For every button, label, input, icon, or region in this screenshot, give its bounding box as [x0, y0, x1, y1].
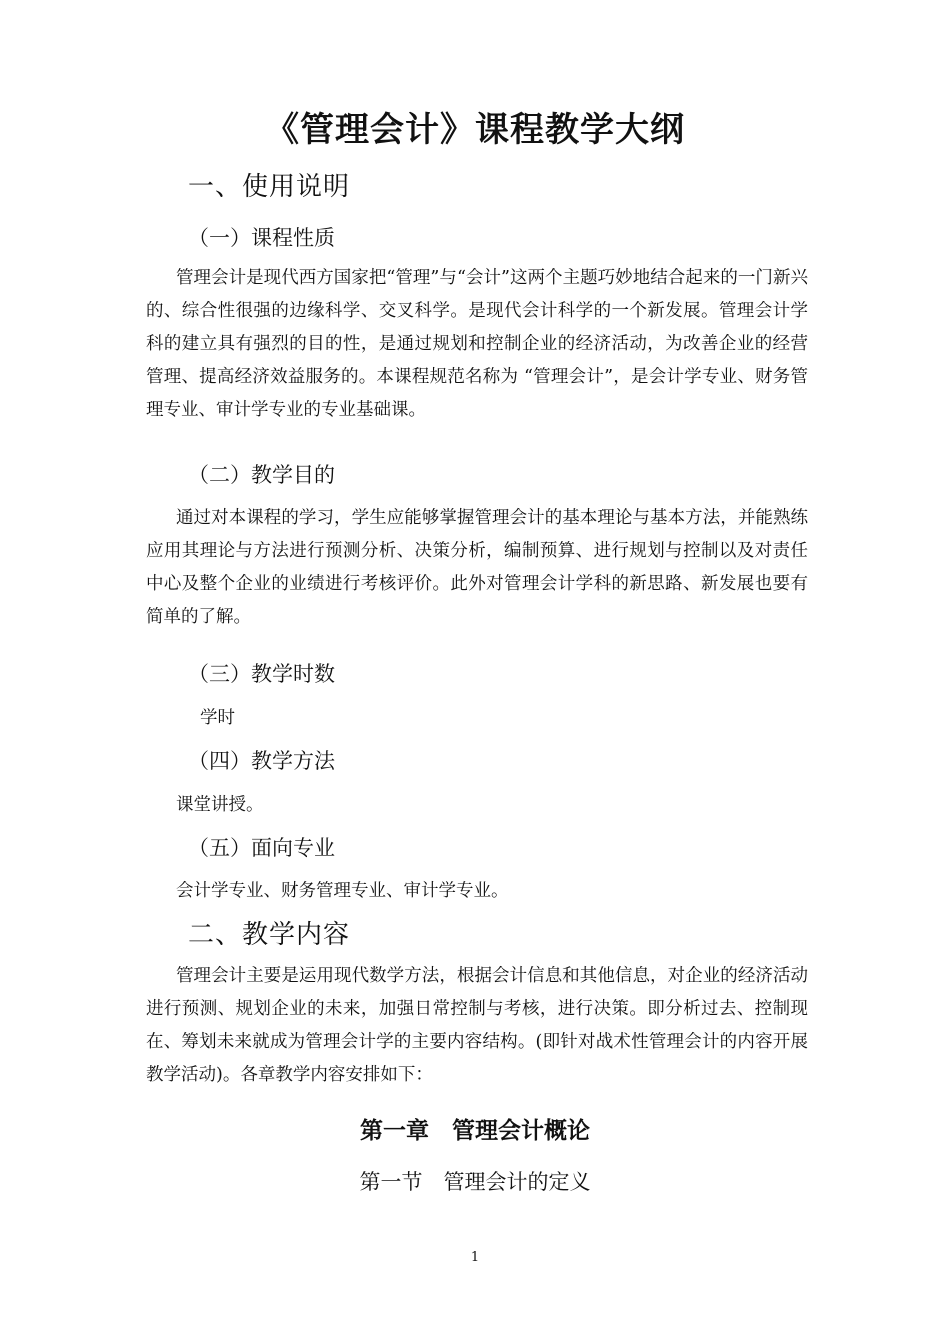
- text-target-majors: 会计学专业、财务管理专业、审计学专业。: [176, 881, 509, 901]
- paragraph-teaching-purpose: 通过对本课程的学习，学生应能够掌握管理会计的基本理论与基本方法，并能熟练应用其理论与方法进行预测分析、决策分析，编制预算、进行规划与控制以及对责任中心及整个企业的业绩进行考核评价。此外对管理会计学科的新思路、新发展也要有简单的了解。: [146, 508, 808, 627]
- document-title: 《管理会计》课程教学大纲: [265, 110, 685, 150]
- paragraph-teaching-content: 管理会计主要是运用现代数学方法，根据会计信息和其他信息，对企业的经济活动进行预测、规划企业的未来，加强日常控制与考核，进行决策。即分析过去、控制现在、筹划未来就成为管理会计学的主要内容结构。(即针对战术性管理会计的内容开展教学活动)。各章教学内容安排如下：: [146, 966, 808, 1085]
- heading-teaching-content: 二、教学内容: [188, 920, 351, 950]
- chapter-title: 第一章 管理会计概论: [360, 1118, 590, 1144]
- paragraph-course-nature: 管理会计是现代西方国家把“管理”与“会计”这两个主题巧妙地结合起来的一门新兴的、综合性很强的边缘科学、交叉科学。是现代会计科学的一个新发展。管理会计学科的建立具有强烈的目的性，是通过规划和控制企业的经济活动，为改善企业的经营管理、提高经济效益服务的。本课程规范名称为 “管理会计”，是会计学专业、财务管理专业、审计学专业的专业基础课。: [146, 268, 808, 420]
- text-teaching-method: 课堂讲授。: [176, 795, 264, 815]
- section-title: 第一节 管理会计的定义: [359, 1170, 591, 1194]
- page-number: 1: [470, 1250, 480, 1265]
- heading-teaching-method: （四）教学方法: [188, 749, 335, 773]
- heading-course-nature: （一）课程性质: [188, 226, 335, 250]
- heading-teaching-purpose: （二）教学目的: [188, 463, 335, 487]
- text-teaching-hours: 学时: [200, 708, 235, 728]
- heading-target-majors: （五）面向专业: [188, 836, 335, 860]
- heading-usage-notes: 一、使用说明: [188, 172, 351, 202]
- heading-teaching-hours: （三）教学时数: [188, 662, 335, 686]
